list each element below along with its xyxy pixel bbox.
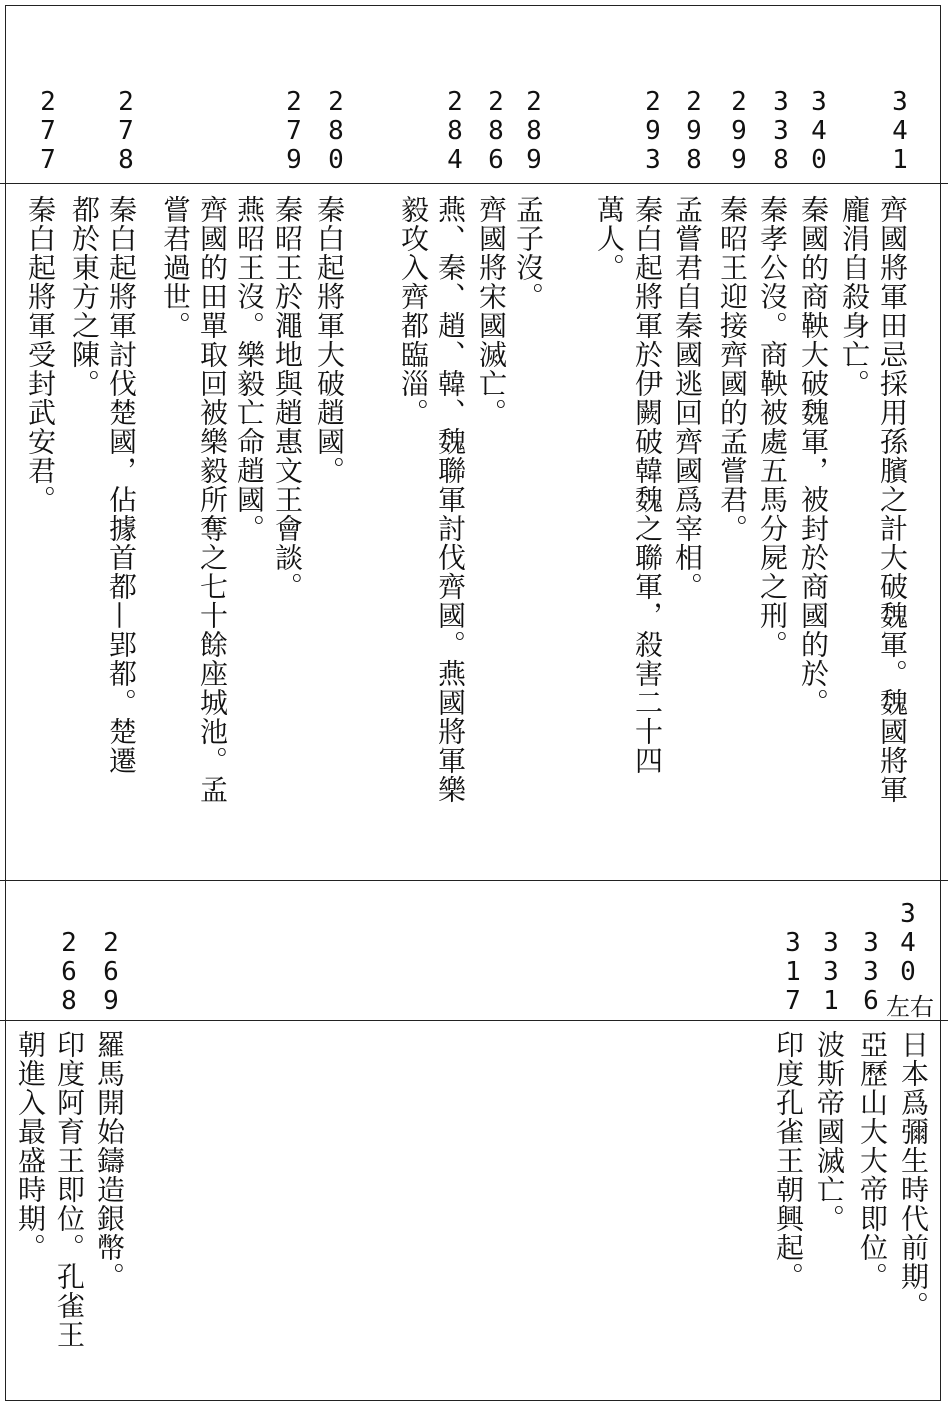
year-298: 2 9 8 xyxy=(686,87,702,175)
left-right-label: 左右 xyxy=(886,993,934,1021)
year-268: 2 6 8 xyxy=(61,928,77,1016)
year-340-bottom: 3 4 0 xyxy=(900,899,916,987)
year-279: 2 7 9 xyxy=(286,87,302,175)
entry-line: 燕、秦、趙、韓、魏聯軍討伐齊國。燕國將軍樂 xyxy=(434,195,467,804)
year-289: 2 8 9 xyxy=(526,87,542,175)
entry-line: 秦白起將軍受封武安君。 xyxy=(24,195,57,514)
entry-line: 毅攻入齊都臨淄。 xyxy=(397,195,430,427)
entry-line: 秦國的商鞅大破魏軍，被封於商國的於。 xyxy=(797,195,830,717)
entry-line: 秦白起將軍討伐楚國，佔據首都—郢都。楚遷 xyxy=(105,195,138,775)
entry-line: 嘗君過世。 xyxy=(159,195,192,340)
entry-line: 印度孔雀王朝興起。 xyxy=(772,1030,805,1291)
entry-line: 日本爲彌生時代前期。 xyxy=(897,1030,930,1320)
year-280: 2 8 0 xyxy=(328,87,344,175)
top-year-divider xyxy=(0,183,948,184)
entry-line: 都於東方之陳。 xyxy=(68,195,101,398)
entry-line: 秦孝公沒。商鞅被處五馬分屍之刑。 xyxy=(756,195,789,659)
entry-line: 波斯帝國滅亡。 xyxy=(813,1030,846,1233)
year-338: 3 3 8 xyxy=(773,87,789,175)
entry-line: 印度阿育王即位。孔雀王 xyxy=(53,1030,86,1349)
entry-line: 秦昭王於澠地與趙惠文王會談。 xyxy=(271,195,304,601)
entry-line: 亞歷山大大帝即位。 xyxy=(856,1030,889,1291)
year-341: 3 4 1 xyxy=(892,87,908,175)
section-divider xyxy=(0,880,948,881)
year-340: 3 4 0 xyxy=(811,87,827,175)
entry-line: 秦昭王迎接齊國的孟嘗君。 xyxy=(716,195,749,543)
entry-line: 羅馬開始鑄造銀幣。 xyxy=(93,1030,126,1291)
entry-line: 齊國的田單取回被樂毅所奪之七十餘座城池。孟 xyxy=(196,195,229,804)
entry-line: 齊國將軍田忌採用孫臏之計大破魏軍。魏國將軍 xyxy=(876,195,909,804)
bottom-year-divider xyxy=(0,1020,948,1021)
entry-line: 孟子沒。 xyxy=(512,195,545,311)
year-286: 2 8 6 xyxy=(488,87,504,175)
entry-line: 秦白起將軍於伊闕破韓魏之聯軍，殺害二十四 xyxy=(631,195,664,775)
year-299: 2 9 9 xyxy=(731,87,747,175)
entry-line: 齊國將宋國滅亡。 xyxy=(475,195,508,427)
year-331: 3 3 1 xyxy=(823,928,839,1016)
year-336: 3 3 6 xyxy=(863,928,879,1016)
entry-line: 秦白起將軍大破趙國。 xyxy=(313,195,346,485)
year-317: 3 1 7 xyxy=(785,928,801,1016)
entry-line: 朝進入最盛時期。 xyxy=(14,1030,47,1262)
year-269: 2 6 9 xyxy=(103,928,119,1016)
year-284: 2 8 4 xyxy=(447,87,463,175)
year-277: 2 7 7 xyxy=(40,87,56,175)
entry-line: 龐涓自殺身亡。 xyxy=(838,195,871,398)
year-278: 2 7 8 xyxy=(118,87,134,175)
year-293: 2 9 3 xyxy=(645,87,661,175)
entry-line: 燕昭王沒。樂毅亡命趙國。 xyxy=(233,195,266,543)
entry-line: 孟嘗君自秦國逃回齊國爲宰相。 xyxy=(671,195,704,601)
entry-line: 萬人。 xyxy=(593,195,626,282)
